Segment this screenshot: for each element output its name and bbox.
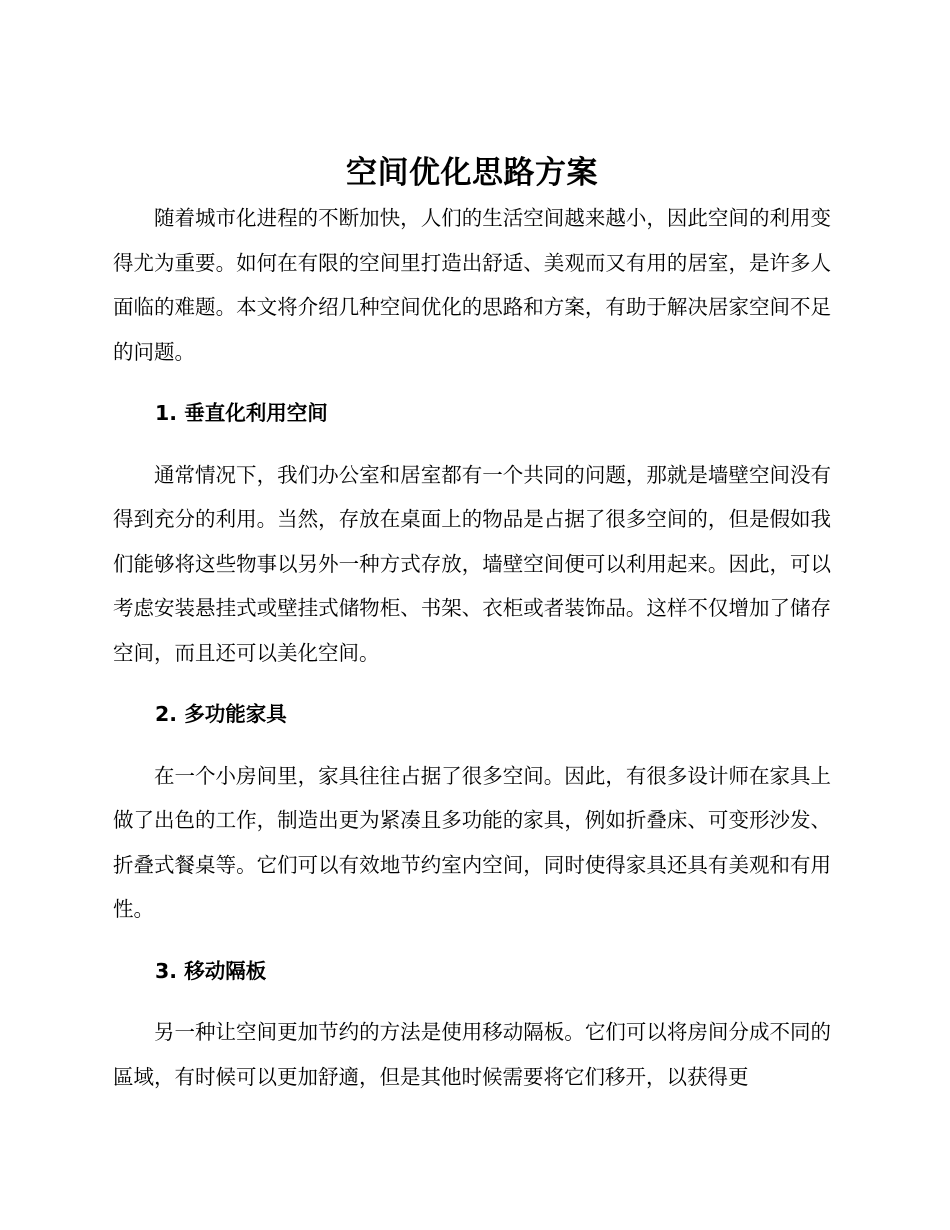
document-title: 空间优化思路方案: [346, 155, 598, 191]
spacer: [113, 436, 831, 453]
document-page: [113, 150, 831, 1099]
section-heading-1: 1. 垂直化利用空间: [155, 401, 328, 425]
spacer: [113, 993, 831, 1010]
spacer: [113, 675, 831, 692]
section-body-2: 在一个小房间里，家具往往占据了很多空间。因此，有很多设计师在家具上做了出色的工作，制造出更为紧凑且多功能的家具，例如折叠床、可变形沙发、折叠式餐桌等。它们可以有效地节约室内空间，同时使得家具还具有美观和有用性。: [113, 763, 831, 921]
spacer: [113, 932, 831, 949]
section-body-3: 另一种让空间更加节约的方法是使用移动隔板。它们可以将房间分成不同的區域，有时候可以更加舒適，但是其他时候需要将它们移开，以获得更: [113, 1020, 831, 1089]
intro-paragraph: 随着城市化进程的不断加快，人们的生活空间越来越小，因此空间的利用变得尤为重要。如何在有限的空间里打造出舒适、美观而又有用的居室，是许多人面临的难题。本文将介绍几种空间优化的思路和方案，有助于解决居家空间不足的问题。: [113, 206, 831, 364]
section-heading-3: 3. 移动隔板: [155, 958, 267, 983]
section-heading-2: 2. 多功能家具: [155, 702, 287, 726]
section-body-1: 通常情况下，我们办公室和居室都有一个共同的问题，那就是墙壁空间没有得到充分的利用。当然，存放在桌面上的物品是占据了很多空间的，但是假如我们能够将这些物事以另外一种方式存放，墙壁空间便可以利用起来。因此，可以考虑安装悬挂式或壁挂式储物柜、书架、衣柜或者装饰品。这样不仅增加了储存空间，而且还可以美化空间。: [113, 462, 831, 665]
spacer: [113, 374, 831, 391]
spacer: [113, 737, 831, 754]
